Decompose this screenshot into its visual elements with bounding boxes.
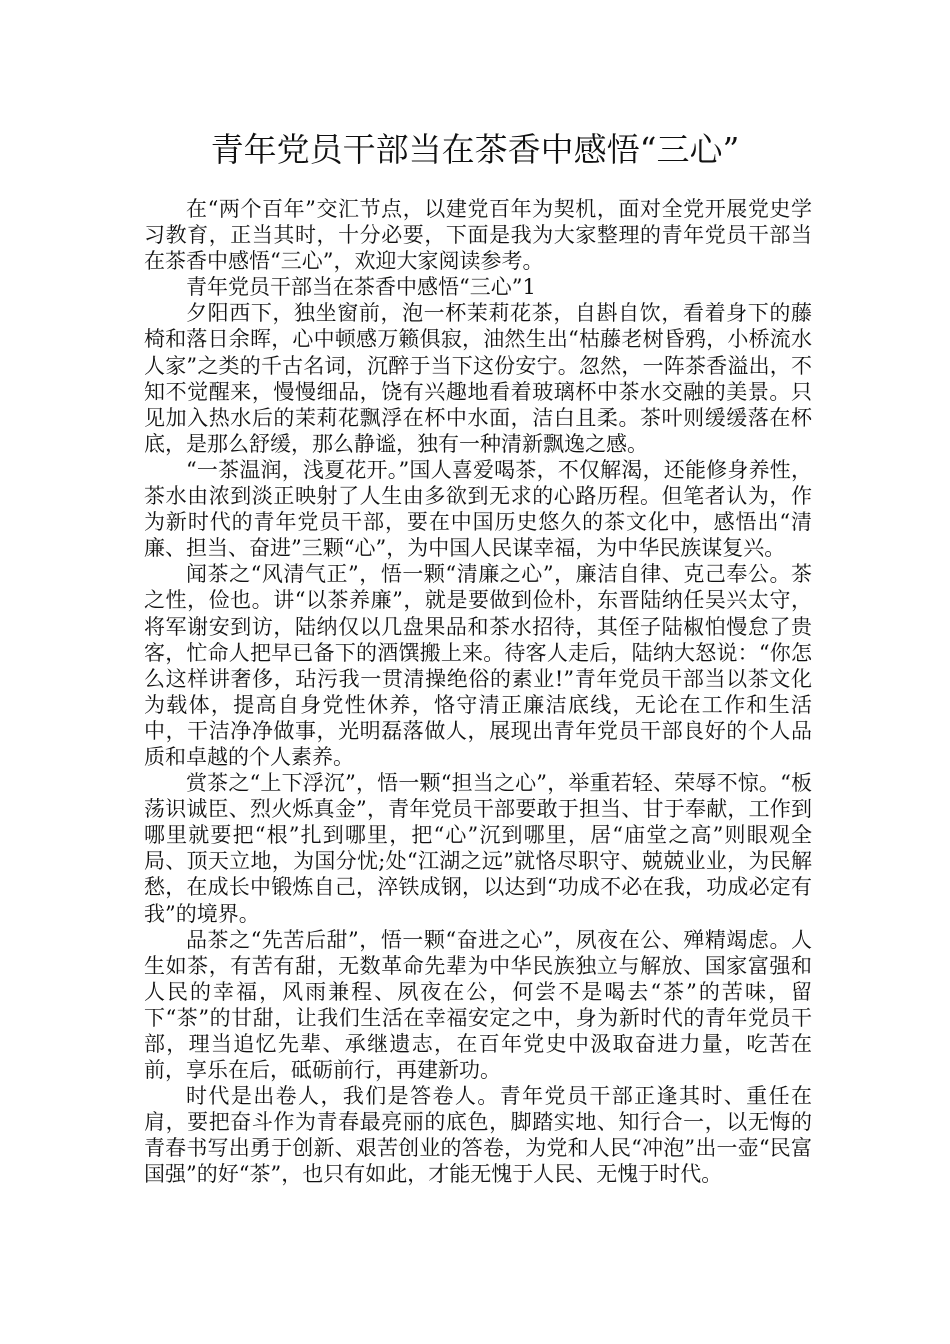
paragraph-conclusion: 时代是出卷人，我们是答卷人。青年党员干部正逢其时、重任在肩，要把奋斗作为青春最亮丽的底色，脚踏实地、知行合一，以无悔的青春书写出勇于创新、艰苦创业的答卷，为党和人民“冲泡”出一壶“民富国强”的好“茶”，也只有如此，才能无愧于人民、无愧于时代。 <box>144 1084 812 1187</box>
document-title: 青年党员干部当在茶香中感悟“三心” <box>210 130 740 169</box>
paragraph: 夕阳西下，独坐窗前，泡一杯茉莉花茶，自斟自饮，看着身下的藤椅和落日余晖，心中顿感万籁俱寂，油然生出“枯藤老树昏鸦，小桥流水人家”之类的千古名词，沉醉于当下这份安宁。忽然，一阵茶香溢出，不知不觉醒来，慢慢细品，饶有兴趣地看着玻璃杯中茶水交融的美景。只见加入热水后的茉莉花飘浮在杯中水面，洁白且柔。茶叶则缓缓落在杯底，是那么舒缓，那么静谧，独有一种清新飘逸之感。 <box>144 301 812 456</box>
paragraph: “一茶温润，浅夏花开。”国人喜爱喝茶，不仅解渴，还能修身养性，茶水由浓到淡正映射了人生由多欲到无求的心路历程。但笔者认为，作为新时代的青年党员干部，要在中国历史悠久的茶文化中，感悟出“清廉、担当、奋进”三颗“心”，为中国人民谋幸福，为中华民族谋复兴。 <box>144 457 812 561</box>
paragraph-intro: 在“两个百年”交汇节点，以建党百年为契机，面对全党开展党史学习教育，正当其时，十分必要，下面是我为大家整理的青年党员干部当在茶香中感悟“三心”，欢迎大家阅读参考。 <box>144 197 812 274</box>
paragraph: 闻茶之“风清气正”，悟一颗“清廉之心”，廉洁自律、克己奉公。茶之性，俭也。讲“以茶养廉”，就是要做到俭朴，东晋陆纳任吴兴太守，将军谢安到访，陆纳仅以几盘果品和茶水招待，其侄子陆椒怕慢怠了贵客，忙命人把早已备下的酒馔搬上来。待客人走后，陆纳大怒说：“你怎么这样讲奢侈，玷污我一贯清操绝俗的素业!”青年党员干部当以茶文化为载体，提高自身党性休养，恪守清正廉洁底线，无论在工作和生活中，干洁净净做事，光明磊落做人，展现出青年党员干部良好的个人品质和卓越的个人素养。 <box>144 562 812 769</box>
paragraph-subtitle: 青年党员干部当在茶香中感悟“三心”1 <box>186 275 536 300</box>
paragraph: 赏茶之“上下浮沉”，悟一颗“担当之心”，举重若轻、荣辱不惊。“板荡识诚臣、烈火烁真金”，青年党员干部要敢于担当、甘于奉献，工作到哪里就要把“根”扎到哪里，把“心”沉到哪里，居“庙堂之高”则眼观全局、顶天立地，为国分忧;处“江湖之远”就恪尽职守、兢兢业业，为民解愁，在成长中锻炼自己，淬铁成钢，以达到“功成不必在我，功成必定有我”的境界。 <box>144 771 812 926</box>
paragraph: 品茶之“先苦后甜”，悟一颗“奋进之心”，夙夜在公、殚精竭虑。人生如茶，有苦有甜，无数革命先辈为中华民族独立与解放、国家富强和人民的幸福，风雨兼程、夙夜在公，何尝不是喝去“茶”的苦味，留下“茶”的甘甜，让我们生活在幸福安定之中，身为新时代的青年党员干部，理当追忆先辈、承继遗志，在百年党史中汲取奋进力量，吃苦在前，享乐在后，砥砺前行，再建新功。 <box>144 927 812 1083</box>
document-body <box>144 196 812 1188</box>
